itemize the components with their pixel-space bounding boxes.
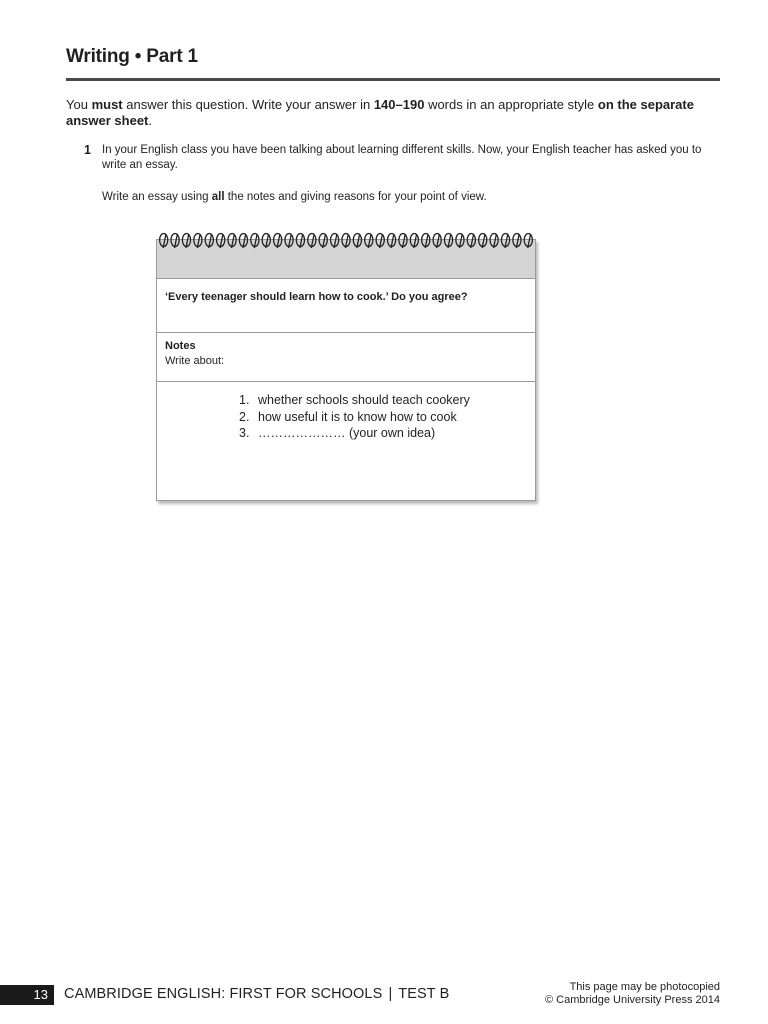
question-sub-part: the notes and giving reasons for your point of view.: [224, 191, 487, 203]
list-item-text: whether schools should teach cookery: [258, 393, 470, 407]
list-item-text: how useful it is to know how to cook: [258, 409, 457, 424]
question-sub-emphasis: all: [211, 191, 225, 203]
series-name: CAMBRIDGE ENGLISH: FIRST FOR SCHOOLS: [64, 986, 383, 1002]
copyright-notice: © Cambridge University Press 2014: [544, 994, 720, 1006]
instruction-part: answer this question. Write your answer in: [122, 97, 374, 112]
question-sub-part: Write an essay using: [102, 191, 212, 203]
question-number: 1: [84, 143, 91, 157]
notes-list: [239, 392, 470, 442]
footer-series: [64, 985, 449, 1003]
page-title: Writing • Part 1: [66, 46, 198, 67]
instruction-emphasis: on the separate answer sheet: [66, 97, 694, 128]
test-name: TEST B: [398, 986, 450, 1002]
question-subtext: [102, 191, 487, 203]
instruction-part: .: [148, 113, 152, 128]
spiral-binding-icon: [158, 231, 534, 251]
notepad-divider: [157, 332, 535, 333]
photocopy-notice: This page may be photocopied: [569, 981, 720, 993]
instruction-text: [66, 97, 706, 129]
footer-copyright: [545, 981, 720, 1007]
list-item-number: 2.: [239, 409, 250, 424]
list-item: [239, 392, 470, 409]
instruction-part: words in an appropriate style: [424, 97, 598, 112]
list-item: [239, 409, 470, 426]
notepad-divider: [157, 381, 535, 382]
page-number: 13: [0, 985, 54, 1005]
notes-label: Notes: [165, 340, 196, 352]
list-item-number: 3.: [239, 426, 250, 440]
write-about-label: Write about:: [165, 355, 225, 367]
notepad: [156, 239, 536, 501]
instruction-part: You: [66, 97, 92, 112]
list-item-number: 1.: [239, 393, 250, 407]
title-rule: [66, 78, 720, 81]
list-item-text: ………………… (your own idea): [258, 426, 436, 440]
instruction-emphasis: 140–190: [373, 97, 425, 112]
list-item: [239, 425, 470, 442]
question-text: In your English class you have been talking about learning different skills. Now, your English teacher has asked you to write an essay.: [102, 144, 702, 171]
instruction-emphasis: must: [91, 97, 123, 112]
notepad-prompt: ‘Every teenager should learn how to cook.’ Do you agree?: [165, 291, 468, 303]
footer-separator: |: [388, 986, 393, 1002]
